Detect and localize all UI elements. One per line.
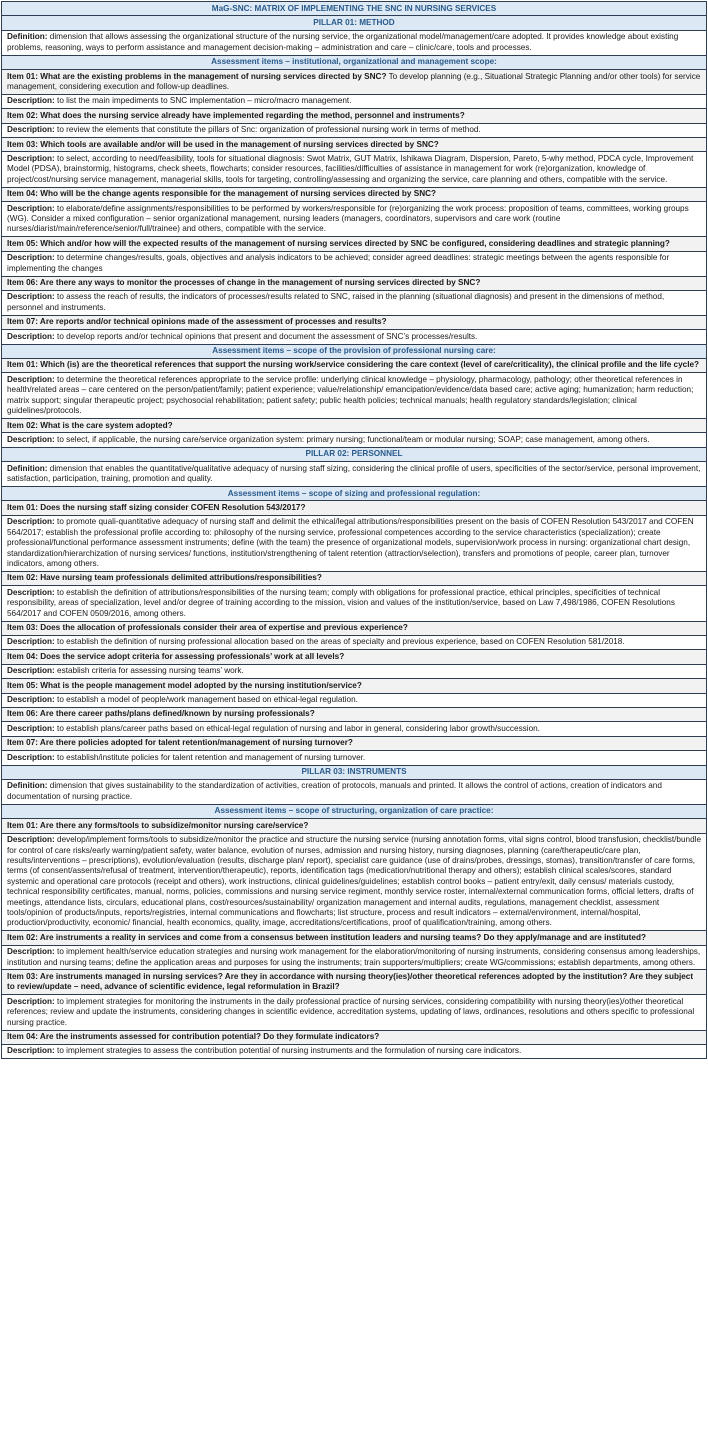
item-question-text: Item 05: Which and/or how will the expected results of the management of nursing services directed by SNC be configured, considering deadlines and strategic planning? [7, 238, 670, 248]
description-label: Description: [7, 835, 55, 845]
item-description [1, 751, 707, 765]
item-question [1, 970, 707, 995]
description-text: to establish the definition of nursing professional allocation based on the areas of specialty and previous experience, based on COFEN Resolution 581/2018. [54, 637, 625, 647]
item-description [1, 252, 707, 277]
item-question-extra: To develop planning (e.g., Situational Strategic Planning and/or other tools) for service management, considering execution and follow-up deadlines. [7, 71, 701, 91]
pillar-heading-text: PILLAR 03: INSTRUMENTS [301, 767, 407, 777]
description-text: to list the main impediments to SNC implementation – micro/macro management. [54, 96, 352, 106]
description-label: Description: [7, 292, 55, 302]
section-heading-text: Assessment items – scope of the provision of professional nursing care: [212, 346, 496, 356]
item-description [1, 433, 707, 447]
item-question-text: Item 01: What are the existing problems in the management of nursing services directed by SNC? [7, 71, 387, 81]
item-question-text: Item 07: Are reports and/or technical opinions made of the assessment of processes and results? [7, 317, 387, 327]
description-label: Description: [7, 331, 55, 341]
item-question-text: Item 04: Are the instruments assessed for contribution potential? Do they formulate indicators? [7, 1032, 380, 1041]
item-question [1, 708, 707, 722]
item-description [1, 373, 707, 419]
description-text: to establish a model of people/work management based on ethical-legal regulation. [54, 695, 358, 705]
item-question [1, 138, 707, 152]
item-question-text: Item 01: Does the nursing staff sizing consider COFEN Resolution 543/2017? [7, 502, 306, 512]
description-text: to implement strategies for monitoring the instruments in the daily professional practice of nursing services, considering compatibility with nursing theory(ies)/other theoretical references; review and update the instruments, considering changes in scientific evidence, accreditation systems, updating of laws, ordinances, resolutions and others specific to professional nursing practice. [7, 996, 695, 1027]
item-description [1, 694, 707, 708]
item-description [1, 95, 707, 109]
description-text: to elaborate/define assignments/responsibilities to be performed by workers/responsible for (re)organizing the work process: proposition of teams, committees, working groups (WG). Consider a mixed configuration – senior organizational management, nursing leaders (managers, coordinators, supervisors and care work (routine nurses/diarist/main/reference/senior/full/trainee) and others, compatible with the service. [7, 203, 689, 234]
description-label: Description: [7, 203, 55, 213]
item-question [1, 622, 707, 636]
item-question-text: Item 04: Does the service adopt criteria for assessing professionals’ work at all levels? [7, 651, 345, 661]
description-text: to assess the reach of results, the indicators of processes/results related to SNC, raised in the planning (situational diagnosis) and present in the dimensions of method, personnel and instruments. [7, 292, 665, 312]
item-question-text: Item 02: Are instruments a reality in services and come from a consensus between institution leaders and nursing teams? Do they apply/manage and are instituted? [7, 932, 646, 942]
description-label: Description: [7, 125, 55, 135]
item-question-text: Item 07: Are there policies adopted for talent retention/management of nursing turnover? [7, 738, 353, 748]
description-label: Description: [7, 637, 55, 647]
item-question [1, 70, 707, 95]
description-text: establish criteria for assessing nursing teams’ work. [54, 666, 244, 676]
item-description [1, 665, 707, 679]
description-text: to determine changes/results, goals, objectives and analysis indicators to be achieved; consider agreed deadlines: strategic meetings between the agents responsible for implementing the changes [7, 253, 670, 273]
definition-text: dimension that allows assessing the organizational structure of the nursing service, the organizational model/management/care adopted. It provides knowledge about existing problems, reasoning, ways to perform assistance and management decision-making – administration and care – clinic/care, tools and processes. [7, 32, 679, 52]
item-description [1, 586, 707, 621]
item-question [1, 501, 707, 515]
item-question [1, 1031, 707, 1045]
item-question [1, 237, 707, 251]
item-question [1, 650, 707, 664]
description-label: Description: [7, 723, 55, 733]
description-label: Description: [7, 517, 55, 527]
section-heading [1, 56, 707, 70]
section-heading-text: Assessment items – scope of structuring, organization of care practice: [214, 806, 494, 816]
item-question-text: Item 06: Are there any ways to monitor the processes of change in the management of nursing services directed by SNC? [7, 278, 481, 288]
description-text: to promote quali-quantitative adequacy of nursing staff and delimit the ethical/legal attributions/responsibilities present on the basis of COFEN Resolution 543/2017 and COFEN 564/2017; establish the professional profile according to: philosophy of the nursing service, professional competences according to the service characteristics (specialization); create professional/functional performance assessment instruments; define (with the team) the presence of organizational models, supervision/work process in nursing: organizational chart design, standardization/hierarchization of nursing services/ functions, institution/strengthening of talent retention (attraction/selection), transfers and promotions of people, career plan, turnover indicators, among others. [7, 517, 694, 568]
description-label: Description: [7, 695, 55, 705]
pillar-heading [1, 766, 707, 780]
item-description [1, 516, 707, 572]
item-description [1, 152, 707, 187]
item-question-text: Item 05: What is the people management model adopted by the nursing institution/service? [7, 680, 362, 690]
item-question [1, 931, 707, 945]
item-question [1, 419, 707, 433]
definition-text: dimension that enables the quantitative/qualitative adequacy of nursing staff sizing, considering the clinical profile of users, specificities of the sector/service, personal improvement, satisfaction, participation, training, promotion and quality. [7, 463, 701, 484]
description-text: to implement strategies to assess the contribution potential of nursing instruments and the formulation of nursing care indicators. [54, 1046, 522, 1056]
item-description [1, 834, 707, 932]
item-question [1, 316, 707, 330]
item-question-text: Item 01: Which (is) are the theoretical references that support the nursing work/service considering the care context (level of care/criticality), the clinical profile and the life cycle? [7, 360, 700, 370]
item-question [1, 737, 707, 751]
item-question [1, 572, 707, 586]
item-description [1, 124, 707, 138]
description-label: Description: [7, 947, 55, 957]
pillar-definition [1, 462, 707, 487]
item-question-text: Item 04: Who will be the change agents responsible for the management of nursing services directed by SNC? [7, 189, 437, 199]
item-description [1, 202, 707, 237]
snc-matrix-table [1, 1, 707, 1059]
item-description [1, 1045, 707, 1059]
description-label: Description: [7, 996, 55, 1006]
description-text: to implement health/service education strategies and nursing work management for the elaboration/monitoring of nursing instruments, considering consensus among leaderships, institution and nursing teams; define the application areas and purposes for using the instruments; train supporters/multipliers; create WG/commissions; establish departments, among others. [7, 947, 701, 967]
item-question [1, 277, 707, 291]
definition-text: dimension that gives sustainability to the standardization of activities, creation of protocols, manuals and printed. It allows the control of actions, creation of indicators and documentation of nursing practice. [7, 781, 662, 801]
item-description [1, 636, 707, 650]
item-question [1, 679, 707, 693]
definition-label: Definition: [7, 781, 48, 791]
item-question-text: Item 03: Are instruments managed in nursing services? Are they in accordance with nursing theory(ies)/other theoretical references adopted by the institution? Are they subject to review/update – need, advance of scientific evidence, legal reformulation in Brazil? [7, 971, 694, 992]
description-label: Description: [7, 666, 55, 676]
item-question-text: Item 02: What does the nursing service already have implemented regarding the method, personnel and instruments? [7, 110, 465, 120]
description-text: to establish/institute policies for talent retention and management of nursing turnover. [54, 752, 366, 762]
item-question-text: Item 02: Have nursing team professionals delimited attributions/responsibilities? [7, 573, 322, 583]
description-label: Description: [7, 253, 55, 263]
item-question-text: Item 02: What is the care system adopted? [7, 420, 173, 430]
description-label: Description: [7, 434, 55, 444]
description-label: Description: [7, 1046, 55, 1056]
section-heading [1, 805, 707, 819]
item-description [1, 722, 707, 736]
item-question [1, 109, 707, 123]
section-heading-text: Assessment items – scope of sizing and professional regulation: [227, 488, 481, 498]
description-text: to establish the definition of attributions/responsibilities of the nursing team; comply with obligations for professional practice, ethical principles, specificities of technical responsibility, areas of specialization, level and/or degree of training according to the mission, vision and values of the institution/service, based on Law 7,498/1986, COFEN Resolutions 564/2017 and COFEN 0509/2016, among others. [7, 587, 675, 618]
table-title: MaG-SNC: MATRIX OF IMPLEMENTING THE SNC IN NURSING SERVICES [1, 1, 707, 16]
description-label: Description: [7, 96, 55, 106]
description-text: to develop reports and/or technical opinions that present and document the assessment of SNC’s processes/results. [54, 331, 478, 341]
definition-label: Definition: [7, 463, 48, 473]
description-text: to review the elements that constitute the pillars of Snc: organization of professional nursing work in terms of method. [54, 125, 481, 135]
section-heading-text: Assessment items – institutional, organizational and management scope: [211, 57, 497, 67]
description-text: to determine the theoretical references appropriate to the service profile: underlying clinical knowledge – physiology, pharmacology, pathology; other theoretical references in health/related areas – care centered on the person/patient/family; patient experience; value/relationship/ emancipation/evidence/data based care; active aging; humanization; harm reduction; matrix support; singular therapeutic project; psychosocial rehabilitation; patient safety; public health policies; technical manuals; health regulatory standards/legislation; clinical guidelines/protocols. [7, 374, 694, 416]
description-label: Description: [7, 374, 55, 384]
description-label: Description: [7, 587, 55, 597]
pillar-heading-text: PILLAR 02: PERSONNEL [305, 449, 403, 459]
definition-label: Definition: [7, 32, 48, 42]
pillar-definition [1, 31, 707, 56]
description-label: Description: [7, 153, 55, 163]
item-question [1, 359, 707, 373]
description-label: Description: [7, 752, 55, 762]
item-description [1, 995, 707, 1030]
item-question [1, 819, 707, 833]
description-text: to select, if applicable, the nursing care/service organization system: primary nursing; functional/team or modular nursing; SOAP; case management, among others. [54, 434, 650, 444]
pillar-heading [1, 16, 707, 30]
item-question [1, 188, 707, 202]
description-text: develop/implement forms/tools to subsidize/monitor the practice and structure the nursing service (nursing annotation forms, vital signs control, blood transfusion, checklist/bundle for control of care risks/early warning/patient safety, water balance, evolution of nurses, admission and nursing history, nursing diagnoses, planning (care/therapeutic/care plan, results/interventions – prescriptions), evolution/evaluation (results, discharge plan/ report), specialist care guidance (use of drains/probes, dressings, stomas), transition/transfer of care forms, terms (of consent/assents/refusal of treatment, intervention/therapeutic), reports, identification tags (medication/nutritional therapy and others); establish clinical scales/scores, standard systemic and operational care protocols (receipt and others), work instructions, clinical guidelines/guidelines; establish control books – patient entry/exit, daily census/ materials custody, technical responsibility certificates, manual, norms, policies, commissions and nursing service regiment, monthly service roster, internal/external communication forms, official letters, drafts of meetings, attendance lists, circulars, educational plans, cost/resources/sustainability/ organization management and internal audits, regulations, management checklist, assessment tools/opinion of products/inputs, reports/registries, internal communications and flowcharts; list structure, process and result indicators – external/environment, internal/hospital, production/productivity, economic/ financial, health economics, quality, image, accreditations/certifications, proof of qualification/training, among others. [7, 835, 702, 928]
description-text: to select, according to need/feasibility, tools for situational diagnosis: Swot Matrix, GUT Matrix, Ishikawa Diagram, Dispersion, Pareto, 5-why method, PDCA cycle, Improvement Model (PDSA), brainstormig, histograms, check sheets, flowcharts; consider resources, facilities/difficulties of assistance in management for work (re)organization, knowledge of project/cost/nursing service management, managerial skills, tools for targeting, controlling/assessing and organizing the service, care planning and others, compatible with the service. [7, 153, 694, 184]
item-question-text: Item 01: Are there any forms/tools to subsidize/monitor nursing care/service? [7, 820, 309, 830]
pillar-heading-text: PILLAR 01: METHOD [313, 17, 395, 27]
item-description [1, 291, 707, 316]
description-text: to establish plans/career paths based on ethical-legal regulation of nursing and labor in general, considering labor growth/succession. [54, 723, 540, 733]
item-question-text: Item 03: Does the allocation of professionals consider their area of expertise and previous experience? [7, 623, 408, 632]
item-question-text: Item 06: Are there career paths/plans defined/known by nursing professionals? [7, 709, 315, 719]
item-description [1, 946, 707, 971]
section-heading [1, 345, 707, 359]
pillar-definition [1, 780, 707, 805]
item-question-text: Item 03: Which tools are available and/or will be used in the management of nursing services directed by SNC? [7, 139, 439, 149]
section-heading [1, 487, 707, 501]
pillar-heading [1, 448, 707, 462]
item-description [1, 330, 707, 344]
